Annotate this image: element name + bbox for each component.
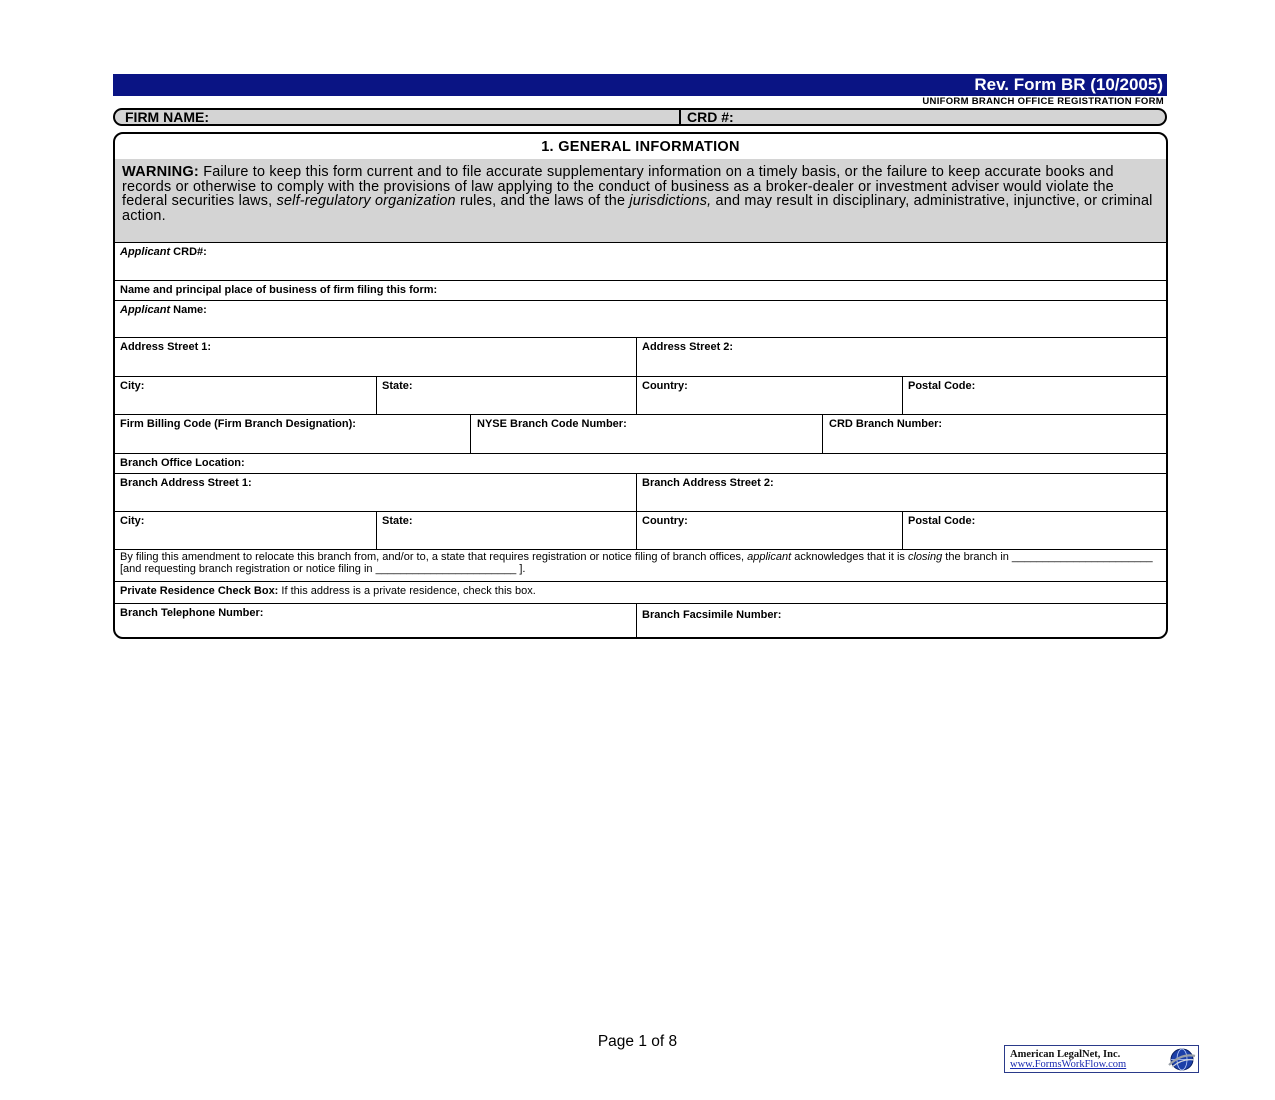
postal-code-field[interactable]	[903, 377, 1168, 415]
private-residence-checkbox-row[interactable]	[115, 582, 1166, 604]
city-label: City:	[120, 380, 145, 392]
divider	[636, 474, 637, 512]
ack-italic-2: closing	[907, 551, 943, 563]
branch-postal-code-field[interactable]	[903, 512, 1168, 550]
divider	[376, 512, 377, 550]
divider	[822, 415, 823, 454]
applicant-italic: Applicant	[120, 246, 171, 258]
crd-branch-number-label: CRD Branch Number:	[829, 418, 943, 430]
branch-postal-code-label: Postal Code:	[908, 515, 976, 527]
warning-text-2: rules, and the laws of the	[455, 193, 630, 210]
divider	[636, 377, 637, 415]
firm-billing-code-label: Firm Billing Code (Firm Branch Designation):	[120, 418, 356, 430]
nyse-branch-code-field[interactable]	[471, 415, 822, 454]
general-information-section	[113, 132, 1168, 639]
crd-number-label: CRD #:	[687, 109, 734, 125]
ack-italic-1: applicant	[747, 551, 792, 563]
applicant-crd-field[interactable]	[115, 243, 1166, 281]
warning-box	[115, 159, 1166, 243]
applicant-name-label: Name:	[170, 304, 207, 316]
branch-address-street-1-label: Branch Address Street 1:	[120, 477, 252, 489]
branch-state-label: State:	[382, 515, 413, 527]
crd-number-field[interactable]	[681, 110, 1165, 124]
applicant-crd-label: CRD#:	[170, 246, 207, 258]
divider	[902, 512, 903, 550]
warning-italic-2: jurisdictions,	[629, 193, 712, 210]
address-street-1-field[interactable]	[115, 338, 636, 377]
globe-icon	[1166, 1047, 1196, 1072]
state-label: State:	[382, 380, 413, 392]
branch-address-street-2-label: Branch Address Street 2:	[642, 477, 774, 489]
city-field[interactable]	[115, 377, 376, 415]
branch-office-location-heading	[115, 454, 1166, 474]
applicant-name-field[interactable]	[115, 301, 1166, 338]
branch-address-street-2-field[interactable]	[637, 474, 1168, 512]
warning-text-1: Failure to keep this form current and to file accurate supplementary information on a timely basis, or the failure to keep accurate books and records or otherwise to comply with the provisions of law applying to the conduct of business as a broker-dealer or investment adviser would violate the federal securities laws,	[122, 164, 1114, 210]
address-street-2-label: Address Street 2:	[642, 341, 734, 353]
firm-billing-code-field[interactable]	[115, 415, 470, 454]
branch-state-field[interactable]	[377, 512, 636, 550]
logo-company-name: American LegalNet, Inc.	[1010, 1049, 1121, 1060]
country-label: Country:	[642, 380, 688, 392]
ack-text-1: By filing this amendment to relocate this branch from, and/or to, a state that requires registration or notice filing of branch offices,	[120, 551, 748, 563]
branch-address-street-1-field[interactable]	[115, 474, 636, 512]
form-subtitle: UNIFORM BRANCH OFFICE REGISTRATION FORM	[922, 96, 1164, 107]
warning-italic-1: self-regulatory organization	[276, 193, 456, 210]
branch-city-field[interactable]	[115, 512, 376, 550]
principal-place-label: Name and principal place of business of firm filing this form:	[120, 284, 438, 296]
ack-text-3: the branch in _______________________ [and requesting branch registration or notice filing in _______________________ ].	[120, 551, 1153, 575]
firm-name-row	[113, 108, 1167, 126]
ack-text-2: acknowledges that it is	[791, 551, 908, 563]
warning-lead: WARNING:	[122, 164, 199, 180]
branch-country-field[interactable]	[637, 512, 902, 550]
nyse-branch-code-label: NYSE Branch Code Number:	[477, 418, 627, 430]
page-number: Page 1 of 8	[597, 1033, 678, 1050]
form-revision-label: Rev. Form BR (10/2005)	[974, 75, 1163, 94]
form-revision-banner	[113, 74, 1167, 96]
branch-city-label: City:	[120, 515, 145, 527]
private-residence-label: Private Residence Check Box:	[120, 585, 279, 597]
logo-url-link[interactable]: www.FormsWorkFlow.com	[1010, 1059, 1127, 1070]
warning-text-3: and may result in disciplinary, administrative, injunctive, or criminal action.	[122, 193, 1153, 224]
state-field[interactable]	[377, 377, 636, 415]
american-legalnet-logo[interactable]	[1004, 1045, 1199, 1073]
branch-telephone-label: Branch Telephone Number:	[120, 607, 264, 619]
principal-place-heading	[115, 281, 1166, 301]
divider	[636, 338, 637, 377]
firm-name-label: FIRM NAME:	[125, 109, 209, 125]
divider	[470, 415, 471, 454]
postal-code-label: Postal Code:	[908, 380, 976, 392]
divider	[376, 377, 377, 415]
relocation-acknowledgement	[115, 550, 1166, 582]
branch-office-location-label: Branch Office Location:	[120, 457, 245, 469]
branch-facsimile-field[interactable]	[637, 604, 1168, 639]
country-field[interactable]	[637, 377, 902, 415]
branch-telephone-field[interactable]	[115, 604, 636, 639]
firm-name-field[interactable]	[115, 110, 681, 124]
divider	[636, 512, 637, 550]
applicant-name-italic: Applicant	[120, 304, 171, 316]
divider	[636, 604, 637, 639]
branch-country-label: Country:	[642, 515, 688, 527]
branch-facsimile-label: Branch Facsimile Number:	[642, 609, 782, 621]
address-street-2-field[interactable]	[637, 338, 1168, 377]
private-residence-text: If this address is a private residence, check this box.	[278, 585, 536, 597]
divider	[902, 377, 903, 415]
address-street-1-label: Address Street 1:	[120, 341, 212, 353]
section-title: 1. GENERAL INFORMATION	[115, 134, 1166, 160]
crd-branch-number-field[interactable]	[823, 415, 1168, 454]
